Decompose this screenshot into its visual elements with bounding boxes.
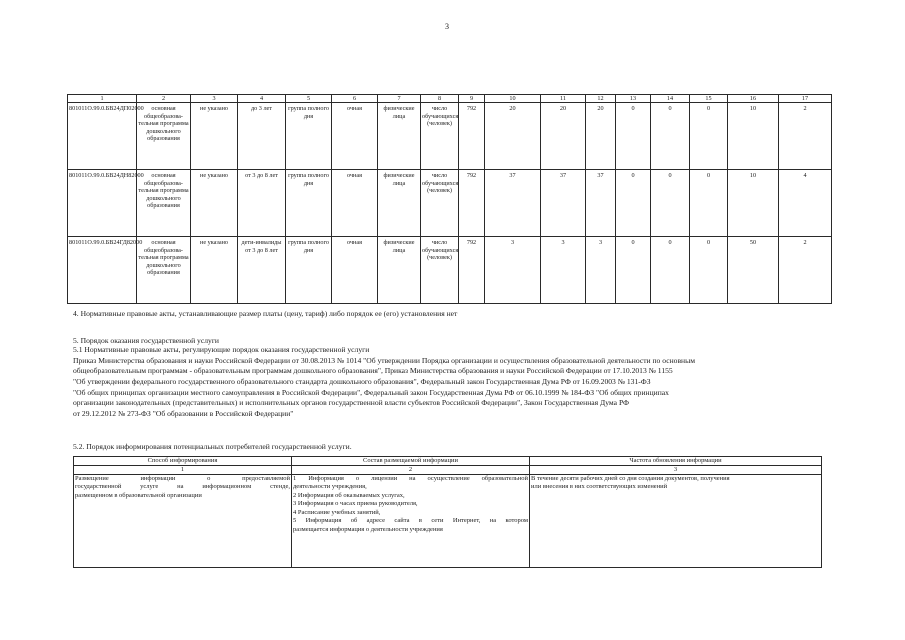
value-cell: 0 [690, 103, 728, 170]
value-cell: 3 [485, 237, 541, 304]
form-cell: очная [332, 170, 378, 237]
value-cell: 0 [616, 170, 651, 237]
value-cell: 0 [616, 237, 651, 304]
column-number: 3 [530, 466, 822, 475]
value-cell: 0 [651, 103, 690, 170]
age-cell: от 3 до 8 лет [238, 170, 286, 237]
informing-table [73, 456, 822, 568]
value-cell: 0 [616, 103, 651, 170]
table-row [68, 170, 832, 237]
regulation-line: от 29.12.2012 № 273-ФЗ "Об образовании в Российской Федерации" [73, 409, 294, 418]
content-line: 3 Информация о часах приема руководителя, [293, 500, 418, 508]
regulation-line: организации законодательных (представительных) и исполнительных органов государственной власти субъектов Российской Федерации", Закон Государственная Дума РФ [73, 398, 630, 407]
cell-c3: не указано [191, 103, 238, 170]
header-cell: 15 [690, 95, 728, 103]
content-header: Состав размещаемой информации [292, 457, 530, 466]
section-5-title: 5. Порядок оказания государственной услуги [73, 336, 219, 345]
value-cell: 2 [779, 103, 832, 170]
indicator-cell: число обучающихся (человек) [421, 237, 459, 304]
group-cell: группа полного дня [286, 237, 332, 304]
age-cell: до 3 лет [238, 103, 286, 170]
content-line: деятельности учреждения, [293, 483, 367, 491]
header-cell: 6 [332, 95, 378, 103]
frequency-cell [530, 475, 822, 568]
services-volume-table [67, 94, 832, 304]
column-number: 2 [292, 466, 530, 475]
unit-code-cell: 792 [459, 237, 485, 304]
form-cell: очная [332, 103, 378, 170]
header-cell: 13 [616, 95, 651, 103]
page-number: 3 [445, 22, 449, 31]
frequency-line: В течение десяти рабочих дней со дня создания документов, получения [531, 475, 730, 482]
value-cell: 50 [728, 237, 779, 304]
value-cell: 0 [651, 237, 690, 304]
program-cell: основная общеобразова-тельная программа дошкольного образования [137, 237, 191, 304]
unit-code-cell: 792 [459, 103, 485, 170]
value-cell: 10 [728, 103, 779, 170]
section-5-2-title: 5.2. Порядок информирования потенциальных потребителей государственной услуги. [73, 442, 352, 451]
header-cell: 5 [286, 95, 332, 103]
indicator-cell: число обучающихся (человек) [421, 170, 459, 237]
method-line: размещенном в образовательной организации [75, 491, 202, 499]
informing-row [74, 475, 822, 568]
value-cell: 4 [779, 170, 832, 237]
group-cell: группа полного дня [286, 103, 332, 170]
method-line: государственной услуге на информационном стенде, [75, 483, 290, 491]
value-cell: 3 [586, 237, 616, 304]
header-cell: 11 [541, 95, 586, 103]
value-cell: 37 [586, 170, 616, 237]
value-cell: 0 [651, 170, 690, 237]
value-cell: 10 [728, 170, 779, 237]
group-cell: группа полного дня [286, 170, 332, 237]
header-cell: 2 [137, 95, 191, 103]
section-4-text: 4. Нормативные правовые акты, устанавливающие размер платы (цену, тариф) либо порядок ее (его) установления нет [73, 309, 458, 318]
unit-code-cell: 792 [459, 170, 485, 237]
header-cell: 7 [378, 95, 421, 103]
content-line: 1 Информация о лицензии на осуществление образовательной [293, 475, 528, 482]
header-cell: 12 [586, 95, 616, 103]
table-row [68, 103, 832, 170]
method-line: Размещение информации о предоставляемой [75, 475, 290, 482]
category-cell: физические лица [378, 170, 421, 237]
header-cell: 17 [779, 95, 832, 103]
program-cell: основная общеобразова-тельная программа дошкольного образования [137, 170, 191, 237]
cell-c3: не указано [191, 170, 238, 237]
header-cell: 10 [485, 95, 541, 103]
value-cell: 20 [586, 103, 616, 170]
value-cell: 37 [485, 170, 541, 237]
header-cell: 14 [651, 95, 690, 103]
header-cell: 8 [421, 95, 459, 103]
content-line: размещается информация о деятельности учреждения [293, 525, 443, 533]
regulation-line: Приказ Министерства образования и науки Российской Федерации от 30.08.2013 № 1014 "Об утверждении Порядка организации и осуществления образовательной деятельности по основным [73, 356, 696, 365]
category-cell: физические лица [378, 237, 421, 304]
header-cell: 4 [238, 95, 286, 103]
table-header-row [68, 95, 832, 103]
informing-number-row [74, 466, 822, 475]
cell-c3: не указано [191, 237, 238, 304]
header-cell: 1 [68, 95, 137, 103]
content-line: 5 Информация об адресе сайта в сети Интернет, на котором [293, 517, 528, 525]
registry-code: 801011О.99.0.БВ24ДП02000 [68, 103, 137, 170]
header-cell: 9 [459, 95, 485, 103]
column-number: 1 [74, 466, 292, 475]
program-cell: основная общеобразова-тельная программа дошкольного образования [137, 103, 191, 170]
value-cell: 20 [485, 103, 541, 170]
content-cell [292, 475, 530, 568]
value-cell: 2 [779, 237, 832, 304]
content-line: 4 Расписание учебных занятий, [293, 508, 381, 516]
form-cell: очная [332, 237, 378, 304]
registry-code: 801011О.99.0.БВ24ГД82000 [68, 237, 137, 304]
value-cell: 37 [541, 170, 586, 237]
registry-code: 801011О.99.0.БВ24ДН82000 [68, 170, 137, 237]
age-cell: дети-инвалиды от 3 до 8 лет [238, 237, 286, 304]
value-cell: 0 [690, 237, 728, 304]
regulation-line: общеобразовательным программам - образовательным программам дошкольного образования", Приказ Министерства образования и науки Российской Федерации от 17.10.2013 № 1155 [73, 366, 673, 375]
method-header: Способ информирования [74, 457, 292, 466]
header-cell: 16 [728, 95, 779, 103]
frequency-line: или внесения в них соответствующих изменений [531, 483, 668, 491]
content-line: 2 Информация об оказываемых услугах, [293, 491, 405, 499]
method-cell [74, 475, 292, 568]
section-5-1-title: 5.1 Нормативные правовые акты, регулирующие порядок оказания государственной услуги [73, 345, 370, 354]
informing-header-row [74, 457, 822, 466]
indicator-cell: число обучающихся (человек) [421, 103, 459, 170]
regulation-line: "Об утверждении федерального государственного образовательного стандарта дошкольного образования", Федеральный закон Государственная Дума РФ от 16.09.2003 № 131-ФЗ [73, 377, 651, 386]
value-cell: 20 [541, 103, 586, 170]
table-row [68, 237, 832, 304]
frequency-header: Частота обновления информации [530, 457, 822, 466]
category-cell: физические лица [378, 103, 421, 170]
header-cell: 3 [191, 95, 238, 103]
regulation-line: "Об общих принципах организации местного самоуправления в Российской Федерации", Федеральный закон Государственная Дума РФ от 06.10.1999 № 184-ФЗ "Об общих принципах [73, 388, 669, 397]
value-cell: 0 [690, 170, 728, 237]
value-cell: 3 [541, 237, 586, 304]
